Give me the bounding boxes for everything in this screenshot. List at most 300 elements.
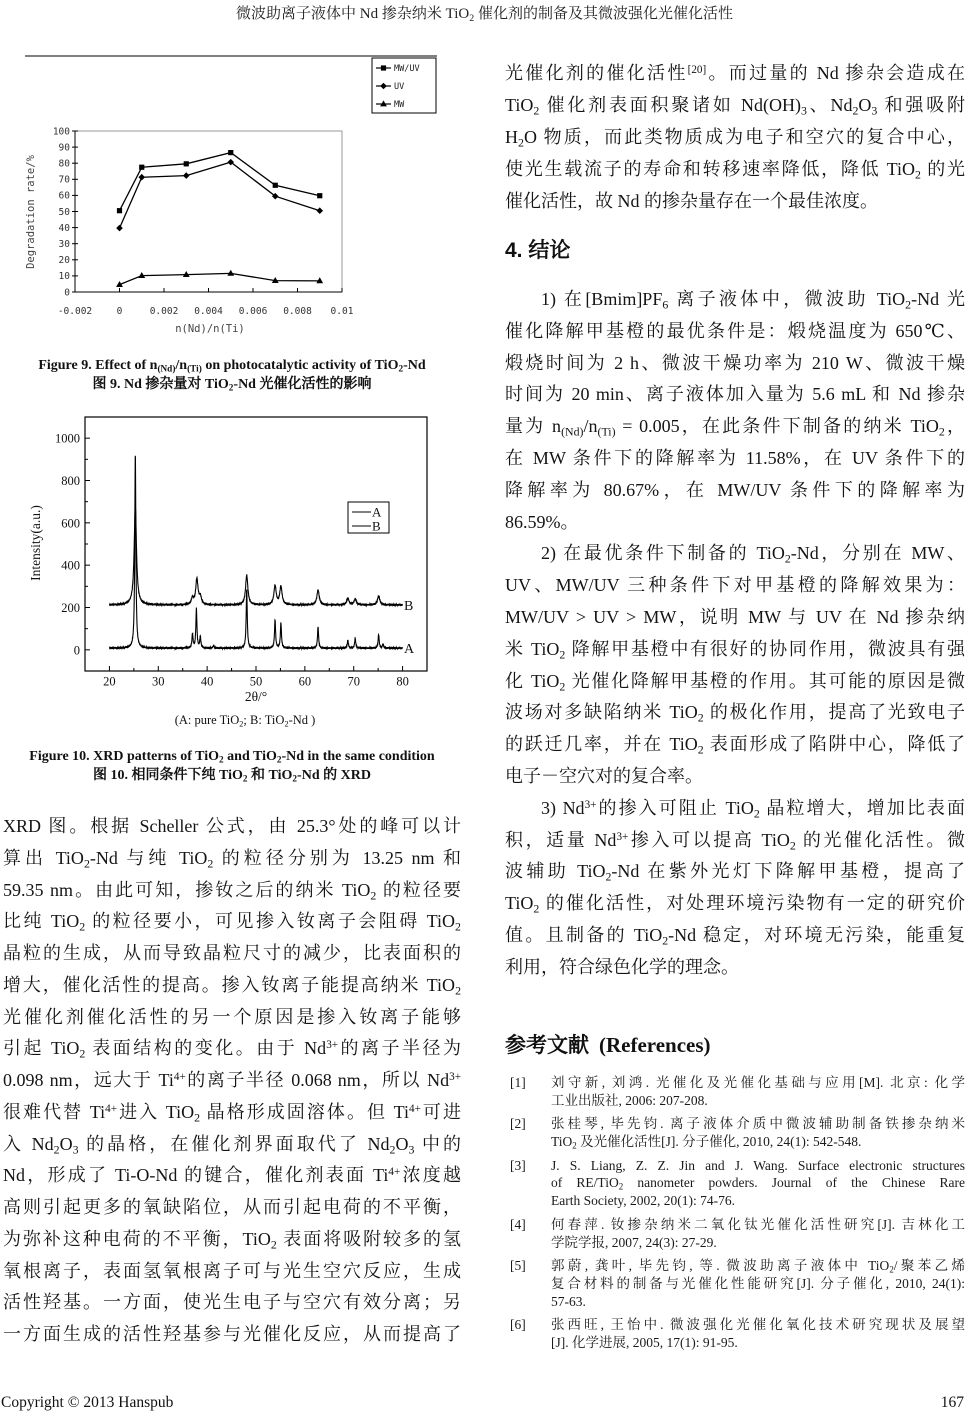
text-run: and TiO: [223, 749, 277, 764]
paragraph: [505, 538, 965, 792]
legend-label: A: [372, 504, 382, 520]
series-line: [120, 162, 320, 228]
text-run: 复合材料的制备与光催化性能研究[J]. 分子催化, 2010, 24(1):: [551, 1275, 965, 1291]
text-line: [3, 1160, 461, 1192]
text-run: 86.59%。: [505, 511, 579, 532]
subscript: 2: [789, 837, 796, 852]
text-line: [551, 1157, 965, 1175]
text-run: MW/UV > UV > MW，说明 MW 与 UV 在 Nd 掺杂纳: [505, 606, 965, 627]
series-line: [120, 153, 320, 211]
text-run: 表面形成了陷阱中心，降低了: [703, 734, 965, 755]
superscript: 4+: [388, 1166, 401, 1179]
conclusions-list: [505, 284, 965, 984]
text-run: 表面将吸附较多的氢: [276, 1228, 461, 1249]
text-run: -Nd 与纯 TiO: [89, 847, 208, 868]
text-run: 比纯 TiO: [3, 911, 80, 932]
text-run: 中的: [414, 1133, 461, 1154]
text-run: -Nd: [403, 358, 426, 373]
subscript: (Ti): [597, 424, 616, 439]
subscript: 2: [662, 933, 669, 948]
text-run: TiO: [505, 893, 534, 914]
subscript: 2: [79, 919, 86, 934]
text-run: 在 MW 条件下的降解率为 11.58%，在 UV 条件下的: [505, 447, 965, 468]
text-run: 高则引起更多的氧缺陷位，从而引起电荷的不平衡，: [3, 1197, 461, 1217]
text-line: [505, 185, 965, 217]
subscript: (Nd): [157, 363, 176, 374]
text-run: 张西旺, 王怡中. 微波强化光催化氧化技术研究现状及展望: [551, 1317, 965, 1333]
text-line: [551, 1293, 965, 1311]
reference-text: [551, 1257, 965, 1310]
subscript: 2: [915, 167, 921, 182]
text-run: 郭蔚, 龚叶, 毕先钧, 等. 微波助离子液体中 TiO: [551, 1258, 890, 1274]
text-run: UV、MW/UV 三种条件下对甲基橙的降解效果为：: [505, 575, 965, 596]
subscript: 2: [469, 12, 475, 24]
references-heading-en: (References): [599, 1033, 711, 1057]
text-run: 催化降解甲基橙的最优条件是：煅烧温度为 650℃、: [505, 320, 965, 341]
subscript: 2: [194, 1110, 201, 1125]
text-run: 可进: [420, 1101, 461, 1122]
text-run: -Nd 稳定，对环境无污染，能重复: [668, 924, 965, 945]
text-run: 波场对多缺陷纳米 TiO: [505, 702, 698, 723]
text-run: XRD 图。根据 Scheller 公式，由 25.3°处的峰可以计: [3, 816, 461, 836]
text-run: 很难代替 Ti: [3, 1101, 106, 1122]
text-line: [551, 1192, 965, 1210]
text-run: 和强吸附: [877, 95, 965, 115]
subscript: 2: [270, 1237, 277, 1252]
paragraph: [505, 793, 965, 984]
subscript: 3: [72, 1141, 79, 1156]
reference-text: [551, 1074, 965, 1109]
text-line: [3, 1319, 461, 1351]
legend: [348, 502, 389, 534]
text-run: 晶粒增大，增加比表面: [759, 797, 965, 818]
data-point-square: [381, 65, 386, 70]
text-line: [505, 411, 965, 443]
text-run: O 物质，而此类物质成为电子和空穴的复合中心，: [523, 127, 965, 147]
text-line: [551, 1074, 965, 1092]
text-run: 3) Nd: [541, 797, 585, 818]
subscript: 2: [284, 719, 289, 729]
text-line: [505, 729, 965, 761]
subscript: 2: [559, 647, 566, 662]
text-line: [3, 970, 461, 1002]
y-axis-title: Intensity(a.u.): [28, 505, 43, 581]
text-run: -Nd ): [288, 713, 316, 727]
text-run: -Nd 光: [911, 289, 965, 309]
subscript: 2: [533, 103, 540, 118]
text-run: 时间为 20 min、离子液体加入量为 5.6 mL 和 Nd 掺杂: [505, 384, 965, 405]
text-run: 降解甲基橙中有很好的协同作用，微波具有强: [565, 638, 965, 659]
right-column-body-text: [505, 57, 965, 217]
paragraph: [3, 811, 461, 1351]
text-run: 降解率为 80.67%，在 MW/UV 条件下的降解率为: [505, 479, 965, 500]
y-tick-label: 60: [58, 190, 70, 202]
reference-text: [551, 1316, 965, 1351]
text-run: 的粒径分别为 13.25 nm 和: [213, 847, 461, 868]
y-tick-label: 200: [61, 601, 80, 615]
text-run: 使光生载流子的寿命和转移速率降低，降低 TiO: [505, 159, 916, 179]
x-tick-label: 0.006: [238, 306, 268, 317]
reference-item: [510, 1257, 965, 1310]
text-line: [505, 634, 965, 666]
text-run: on photocatalytic activity of TiO: [201, 358, 399, 373]
text-line: [505, 793, 965, 825]
y-tick-label: 400: [61, 558, 80, 573]
reference-item: [510, 1316, 965, 1351]
text-run: 量为 n: [505, 416, 562, 437]
text-run: of RE/TiO: [551, 1175, 619, 1191]
text-run: -Nd，分别在 MW、: [790, 543, 965, 564]
y-tick-label: 800: [61, 474, 80, 488]
subscript: 2: [455, 983, 461, 998]
text-line: [505, 121, 965, 153]
x-axis-title: n(Nd)/n(Ti): [175, 323, 245, 335]
text-line: [3, 906, 461, 938]
y-tick-label: 20: [58, 255, 70, 267]
text-line: [505, 379, 965, 411]
text-run: 为弥补这种电荷的不平衡，TiO: [3, 1228, 271, 1249]
text-line: [505, 602, 965, 634]
x-tick-label: 30: [152, 674, 165, 689]
text-run: 光催化降解甲基橙的作用。其可能的原因是微: [565, 670, 965, 691]
text-line: [551, 1216, 965, 1234]
y-axis-title: Degradation rate/%: [25, 155, 37, 269]
text-line: [3, 1224, 461, 1256]
text-line: [505, 153, 965, 185]
text-run: 化 TiO: [505, 670, 560, 691]
text-line: [505, 57, 965, 89]
data-point-square: [117, 208, 122, 213]
text-run: TiO: [505, 95, 534, 115]
reference-number: [2]: [510, 1116, 526, 1132]
paragraph: [505, 284, 965, 538]
text-run: ; B: TiO: [243, 713, 285, 727]
text-run: 煅烧时间为 2 h、微波干燥功率为 210 W、微波干燥: [505, 352, 965, 373]
text-run: /n: [175, 358, 188, 373]
text-run: 的离子半径 0.068 nm，所以 Nd: [185, 1070, 450, 1090]
x-tick-label: 70: [347, 674, 360, 689]
text-run: [J]. 化学进展, 2005, 17(1): 91-95.: [551, 1334, 738, 1350]
subscript: 3: [408, 1141, 415, 1156]
text-line: [3, 843, 461, 875]
text-run: 的光: [920, 159, 965, 179]
text-run: 催化活性，故 Nd 的掺杂量存在一个最佳浓度。: [505, 191, 878, 211]
text-run: 及光催化活性[J]. 分子催化, 2010, 24(1): 542-548.: [576, 1134, 862, 1150]
text-run: 的跃迁几率，并在 TiO: [505, 734, 698, 755]
subscript: (Nd): [561, 424, 584, 439]
data-point-diamond: [116, 225, 123, 232]
legend-label: B: [372, 518, 381, 534]
legend-label: MW/UV: [394, 64, 420, 75]
series-mw: [116, 270, 323, 287]
text-run: 一方面生成的活性羟基参与光催化反应，从而提高了: [3, 1324, 461, 1344]
data-point-square: [184, 161, 189, 166]
subscript: 2: [242, 773, 248, 784]
text-run: 的掺入可阻止 TiO: [596, 797, 754, 818]
series-label-A: A: [404, 642, 415, 658]
y-tick-label: 100: [52, 126, 70, 138]
text-run: 和 TiO: [247, 768, 293, 783]
series-line: [120, 273, 320, 284]
subscript: 2: [370, 887, 377, 902]
figure-9-line-chart: [0, 40, 480, 340]
subscript: 2: [533, 901, 540, 916]
text-run: Figure 9. Effect of n: [38, 358, 158, 373]
text-run: 学院学报, 2007, 24(3): 27-29.: [551, 1234, 717, 1250]
text-run: 的极化作用，提高了光致电子: [703, 702, 965, 723]
reference-number: [5]: [510, 1258, 526, 1274]
text-run: 光催化剂的催化活性: [505, 63, 688, 83]
text-run: 张桂琴, 毕先钧. 离子液体介质中微波辅助制备铁掺杂纳米: [551, 1116, 965, 1132]
y-tick-label: 0: [73, 643, 80, 658]
subscript: 2: [455, 919, 461, 934]
text-run: 氧根离子，表面氢氧根离子可与光生空穴反应，生成: [3, 1260, 461, 1281]
data-point-square: [273, 183, 278, 188]
reference-text: [551, 1157, 965, 1210]
text-line: [3, 875, 461, 907]
text-run: 工业出版社, 2006: 207-208.: [551, 1092, 708, 1108]
figure-10-caption-zh: [0, 766, 464, 785]
text-line: [505, 856, 965, 888]
subscript: 2: [697, 742, 704, 757]
superscript: 3+: [584, 798, 597, 811]
legend-box: [348, 502, 389, 533]
text-line: [505, 89, 965, 121]
subscript: 2: [292, 773, 298, 784]
text-run: 催化剂表面积聚诸如 Nd(OH): [539, 95, 801, 115]
text-run: 增大，催化活性的提高。掺入钕离子能提高纳米 TiO: [3, 974, 456, 995]
x-tick-label: 0.004: [194, 306, 223, 317]
reference-text: [551, 1115, 965, 1150]
text-line: [3, 1129, 461, 1161]
figure-9-caption: [0, 356, 464, 394]
subscript: 2: [559, 678, 566, 693]
text-run: 利用，符合绿色化学的理念。: [505, 956, 739, 977]
text-line: [551, 1275, 965, 1293]
superscript: 3+: [449, 1070, 461, 1083]
text-line: [3, 1097, 461, 1129]
reference-item: [510, 1074, 965, 1109]
xrd-pattern-A: [109, 456, 402, 649]
x-tick-label: 0.01: [330, 306, 354, 317]
x-tick-label: 0.002: [149, 306, 179, 317]
subscript: 2: [389, 1141, 396, 1156]
subscript: 2: [905, 297, 912, 312]
text-run: 。而过量的 Nd 掺杂会造成在: [706, 63, 965, 83]
text-line: [505, 570, 965, 602]
subscript: 2: [276, 754, 282, 765]
text-line: [505, 697, 965, 729]
text-run: J. S. Liang, Z. Z. Jin and J. Wang. Surface electronic structures: [551, 1157, 965, 1173]
reference-number: [3]: [510, 1157, 526, 1173]
series-uv: [116, 159, 323, 232]
reference-number: [6]: [510, 1317, 526, 1333]
data-point-diamond: [316, 207, 323, 214]
text-run: 掺入可以提高 TiO: [628, 829, 790, 850]
text-run: 算出 TiO: [3, 847, 84, 868]
x-tick-label: 20: [103, 674, 116, 689]
y-tick-label: 50: [58, 206, 70, 218]
reference-item: [510, 1115, 965, 1150]
text-run: 催化剂的制备及其微波强化光催化活性: [474, 6, 733, 22]
y-tick-label: 80: [58, 158, 70, 170]
text-run: /聚苯乙烯: [893, 1258, 965, 1274]
x-tick-label: 80: [396, 674, 409, 689]
paragraph: [505, 57, 965, 217]
subscript: 2: [518, 135, 524, 150]
legend-label: MW: [394, 100, 405, 111]
subscript: 2: [228, 382, 234, 393]
y-tick-label: 40: [58, 222, 70, 234]
text-line: [3, 1033, 461, 1065]
reference-list: [510, 1074, 965, 1358]
text-run: 表面结构的变化。由于 Nd: [85, 1038, 327, 1059]
data-point-square: [228, 150, 233, 155]
text-line: [551, 1316, 965, 1334]
subscript: 3: [871, 103, 878, 118]
subscript: 2: [852, 103, 859, 118]
text-run: -Nd 在紫外光灯下降解甲基橙，提高了: [611, 861, 965, 882]
figure-10-caption: [0, 747, 464, 785]
y-tick-label: 0: [64, 287, 70, 299]
text-run: 波辅助 TiO: [505, 861, 606, 882]
subscript: 2: [207, 856, 214, 871]
text-run: 59.35 nm。由此可知，掺钕之后的纳米 TiO: [3, 879, 371, 900]
text-line: [505, 507, 965, 539]
left-column-body-text: [3, 811, 461, 1351]
reference-item: [510, 1157, 965, 1210]
subscript: 2: [618, 1181, 624, 1192]
running-header: [0, 4, 969, 24]
text-line: [3, 1256, 461, 1288]
text-line: [505, 888, 965, 920]
page-number: 167: [940, 1394, 964, 1411]
text-run: H: [505, 127, 518, 147]
legend-label: UV: [394, 82, 405, 93]
series-mw-uv: [117, 150, 322, 213]
text-line: [505, 475, 965, 507]
superscript: 3+: [616, 830, 629, 843]
subscript: 2: [219, 754, 224, 765]
subscript: 2: [79, 1046, 86, 1061]
superscript: 4+: [409, 1102, 421, 1115]
text-run: 、Nd: [806, 95, 853, 115]
y-tick-label: 1000: [55, 431, 80, 446]
text-line: [505, 952, 965, 984]
text-run: ，: [944, 416, 965, 437]
reference-text: [551, 1216, 965, 1251]
subscript: 2: [572, 1140, 577, 1151]
text-run: 引起 TiO: [3, 1038, 80, 1059]
text-run: TiO: [551, 1134, 573, 1150]
text-run: 的光催化活性。微: [795, 829, 965, 850]
x-tick-label: 50: [249, 674, 263, 689]
text-line: [3, 1287, 461, 1319]
text-run: 57-63.: [551, 1293, 586, 1309]
subscript: 2: [83, 856, 90, 871]
text-run: 的粒径要: [376, 879, 461, 900]
text-line: [3, 938, 461, 970]
y-tick-label: 10: [58, 271, 70, 283]
text-run: 2) 在最优条件下制备的 TiO: [541, 543, 785, 564]
data-point-diamond: [138, 174, 145, 181]
text-line: [551, 1092, 965, 1110]
figure-10-xrd-chart: [0, 400, 480, 710]
text-run: (A: pure TiO: [174, 713, 240, 727]
text-run: -Nd in the same condition: [281, 749, 435, 764]
text-run: O: [858, 95, 872, 115]
subscript: 3: [800, 103, 807, 118]
text-line: [551, 1174, 965, 1192]
figure-9-caption-zh: [0, 375, 464, 394]
figure-10-subcaption: [0, 711, 490, 729]
x-tick-label: 60: [298, 674, 312, 689]
text-run: 0.098 nm，远大于 Ti: [3, 1070, 174, 1090]
text-run: O: [395, 1133, 409, 1154]
superscript: 4+: [173, 1070, 186, 1083]
text-run: 活性羟基。一方面，使光生电子与空穴有效分离；另: [3, 1292, 461, 1313]
text-run: 入 Nd: [3, 1133, 54, 1154]
text-run: -Nd 光催化活性的影响: [233, 377, 372, 392]
text-run: Nd，形成了 Ti-O-Nd 的键合，催化剂表面 Ti: [3, 1165, 389, 1186]
y-tick-label: 90: [58, 142, 70, 154]
text-line: [505, 538, 965, 570]
superscript: 3+: [326, 1039, 339, 1052]
x-tick-label: 0.008: [283, 306, 312, 317]
text-run: Figure 10. XRD patterns of TiO: [29, 749, 220, 764]
y-tick-label: 70: [58, 174, 70, 186]
text-run: 1) 在[Bmim]PF: [541, 289, 663, 309]
text-run: 值。且制备的 TiO: [505, 924, 663, 945]
x-tick-label: -0.002: [57, 306, 93, 317]
figure-10-caption-en: [0, 747, 464, 766]
subscript: 2: [239, 719, 244, 729]
subscript: 2: [889, 1264, 894, 1275]
text-run: 进入 TiO: [117, 1101, 195, 1122]
references-heading-zh: 参考文献: [505, 1034, 589, 1057]
text-run: 积，适量 Nd: [505, 829, 617, 850]
copyright-notice: Copyright © 2013 Hanspub: [1, 1394, 174, 1411]
text-run: 米 TiO: [505, 638, 560, 659]
text-line: [551, 1115, 965, 1133]
text-line: [505, 443, 965, 475]
text-run: Earth Society, 2002, 20(1): 74-76.: [551, 1193, 735, 1209]
legend: [372, 58, 436, 113]
text-line: [505, 825, 965, 857]
text-line: [505, 666, 965, 698]
text-run: /n: [583, 416, 598, 437]
reference-item: [510, 1216, 965, 1251]
text-run: 微波助离子液体中 Nd 掺杂纳米 TiO: [236, 6, 470, 22]
subscript: 2: [753, 806, 760, 821]
text-run: 离子液体中，微波助 TiO: [668, 289, 906, 309]
subscript: 2: [53, 1141, 60, 1156]
subscript: 2: [398, 363, 404, 374]
subscript: 2: [784, 551, 791, 566]
text-line: [551, 1133, 965, 1151]
reference-number: [1]: [510, 1075, 526, 1090]
series-label-B: B: [404, 598, 414, 614]
subscript: 2: [605, 869, 612, 884]
x-tick-label: 0: [116, 306, 123, 317]
text-run: 刘守新, 刘鸿. 光催化及光催化基础与应用[M]. 北京: 化学: [551, 1075, 965, 1090]
data-point-square: [139, 165, 144, 170]
reference-number: [4]: [510, 1216, 526, 1232]
text-run: 晶粒的生成，从而导致晶粒尺寸的减少，比表面积的: [3, 943, 461, 963]
text-line: [505, 920, 965, 952]
text-run: nanometer powders. Journal of the Chinese Rare: [623, 1175, 965, 1191]
text-line: [551, 1234, 965, 1252]
